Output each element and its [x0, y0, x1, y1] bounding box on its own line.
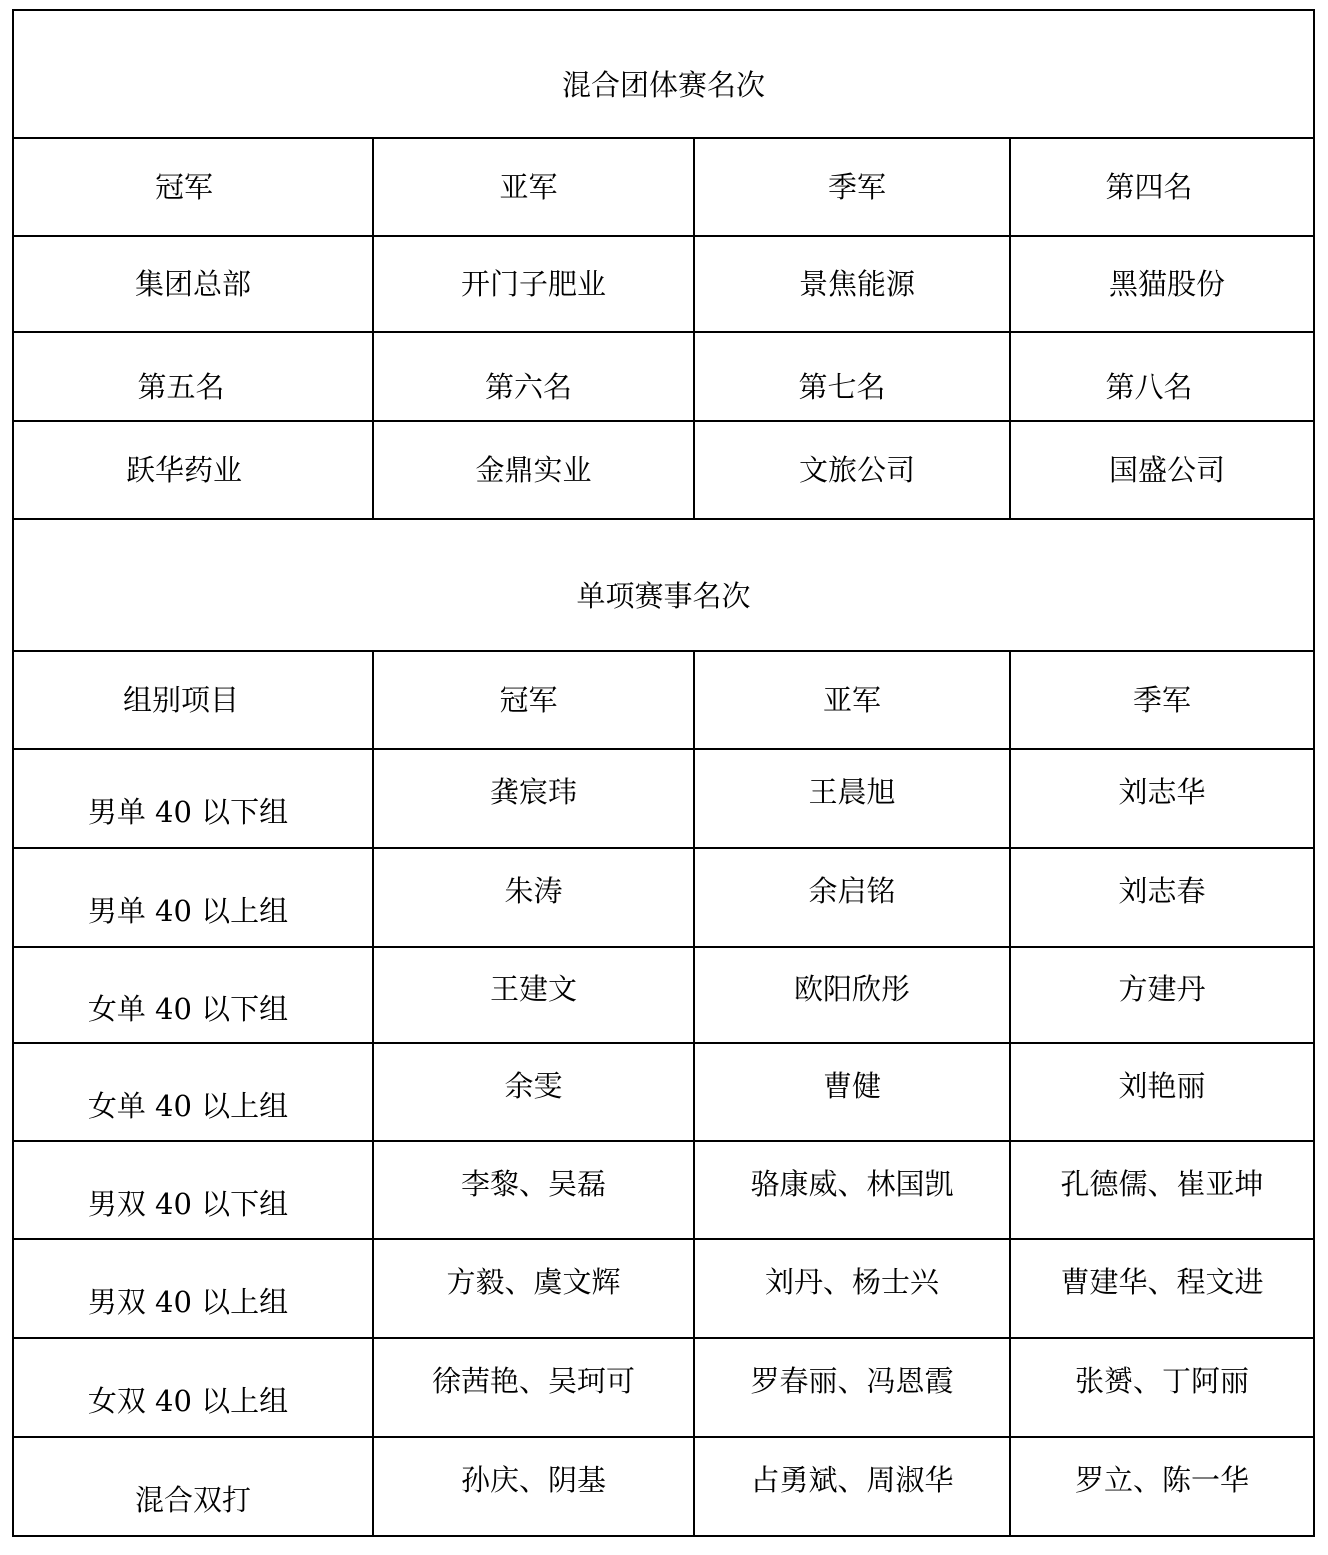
table-row [13, 1141, 1314, 1239]
team-header-cell: 第五名 [13, 332, 373, 421]
team-value-cell: 国盛公司 [1010, 421, 1314, 519]
team-value-cell: 黑猫股份 [1010, 236, 1314, 332]
team-header-row-1 [13, 138, 1314, 236]
team-section-title: 混合团体赛名次 [13, 10, 1314, 138]
runner-up-cell: 曹健 [694, 1043, 1010, 1141]
individual-header-cell: 季军 [1010, 651, 1314, 749]
runner-up-cell: 王晨旭 [694, 749, 1010, 848]
third-cell: 张赟、丁阿丽 [1010, 1338, 1314, 1437]
third-cell: 刘艳丽 [1010, 1043, 1314, 1141]
third-cell: 孔德儒、崔亚坤 [1010, 1141, 1314, 1239]
team-value-cell: 金鼎实业 [373, 421, 694, 519]
group-cell: 混合双打 [13, 1437, 373, 1536]
table-row [13, 1338, 1314, 1437]
group-cell: 男双 40 以下组 [13, 1141, 373, 1239]
group-cell: 女单 40 以上组 [13, 1043, 373, 1141]
champion-cell: 余雯 [373, 1043, 694, 1141]
individual-header-cell: 冠军 [373, 651, 694, 749]
table-row [13, 1239, 1314, 1338]
runner-up-cell: 占勇斌、周淑华 [694, 1437, 1010, 1536]
runner-up-cell: 罗春丽、冯恩霞 [694, 1338, 1010, 1437]
third-cell: 刘志春 [1010, 848, 1314, 947]
third-cell: 曹建华、程文进 [1010, 1239, 1314, 1338]
runner-up-cell: 余启铭 [694, 848, 1010, 947]
third-cell: 方建丹 [1010, 947, 1314, 1043]
champion-cell: 徐茜艳、吴珂可 [373, 1338, 694, 1437]
champion-cell: 龚宸玮 [373, 749, 694, 848]
champion-cell: 朱涛 [373, 848, 694, 947]
team-header-cell: 第四名 [1010, 138, 1314, 236]
runner-up-cell: 骆康威、林国凯 [694, 1141, 1010, 1239]
individual-header-cell: 组别项目 [13, 651, 373, 749]
champion-cell: 孙庆、阴基 [373, 1437, 694, 1536]
team-header-cell: 季军 [694, 138, 1010, 236]
team-value-cell: 跃华药业 [13, 421, 373, 519]
team-title-row [13, 10, 1314, 138]
results-table [12, 9, 1315, 1537]
individual-header-cell: 亚军 [694, 651, 1010, 749]
group-cell: 女双 40 以上组 [13, 1338, 373, 1437]
group-cell: 女单 40 以下组 [13, 947, 373, 1043]
third-cell: 罗立、陈一华 [1010, 1437, 1314, 1536]
individual-header-row [13, 651, 1314, 749]
team-value-cell: 集团总部 [13, 236, 373, 332]
team-header-cell: 冠军 [13, 138, 373, 236]
individual-section-title: 单项赛事名次 [13, 519, 1314, 651]
team-header-cell: 第六名 [373, 332, 694, 421]
champion-cell: 方毅、虞文辉 [373, 1239, 694, 1338]
table-row [13, 1043, 1314, 1141]
group-cell: 男双 40 以上组 [13, 1239, 373, 1338]
runner-up-cell: 欧阳欣彤 [694, 947, 1010, 1043]
group-cell: 男单 40 以上组 [13, 848, 373, 947]
table-row [13, 1437, 1314, 1536]
team-value-cell: 景焦能源 [694, 236, 1010, 332]
team-header-cell: 亚军 [373, 138, 694, 236]
table-row [13, 848, 1314, 947]
team-value-cell: 文旅公司 [694, 421, 1010, 519]
team-value-cell: 开门子肥业 [373, 236, 694, 332]
team-value-row-1 [13, 236, 1314, 332]
team-header-cell: 第八名 [1010, 332, 1314, 421]
champion-cell: 王建文 [373, 947, 694, 1043]
team-header-row-2 [13, 332, 1314, 421]
team-value-row-2 [13, 421, 1314, 519]
table-row [13, 947, 1314, 1043]
champion-cell: 李黎、吴磊 [373, 1141, 694, 1239]
table-row [13, 749, 1314, 848]
runner-up-cell: 刘丹、杨士兴 [694, 1239, 1010, 1338]
team-header-cell: 第七名 [694, 332, 1010, 421]
group-cell: 男单 40 以下组 [13, 749, 373, 848]
individual-title-row [13, 519, 1314, 651]
third-cell: 刘志华 [1010, 749, 1314, 848]
